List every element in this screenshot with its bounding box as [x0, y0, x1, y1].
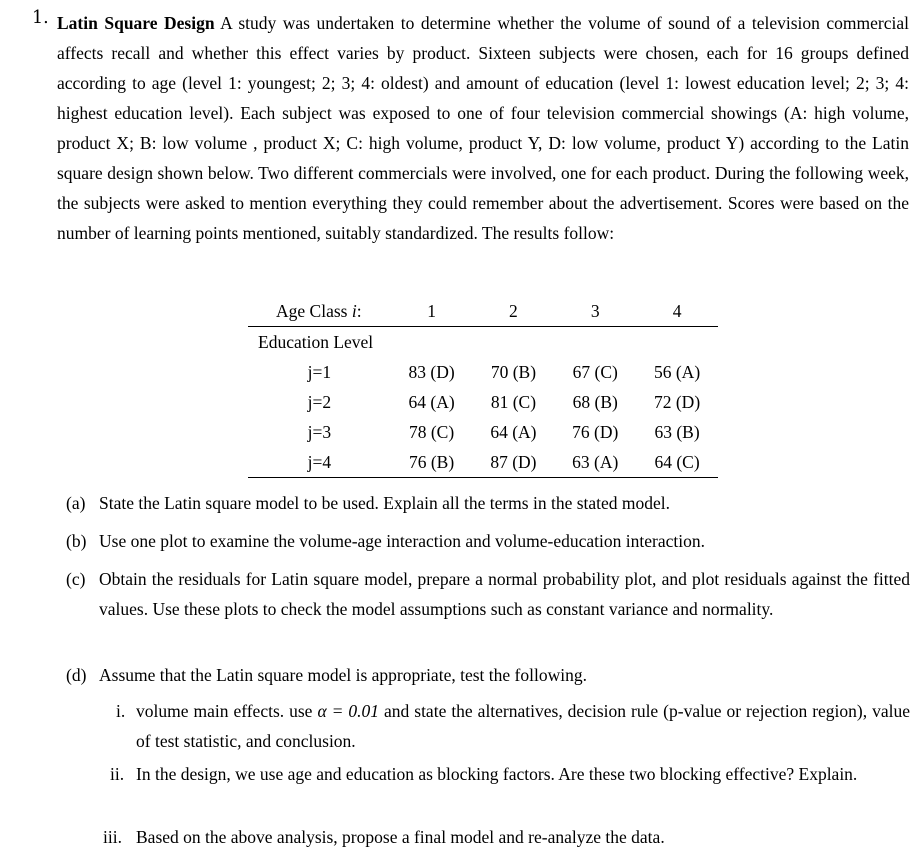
row-label: j=2 [307, 391, 332, 412]
table-cell: 56 (A) [653, 361, 701, 382]
age-class-label-text: Age Class i: [276, 300, 362, 321]
table-cell: 76 (B) [391, 447, 473, 478]
table-cell: 81 (C) [490, 391, 537, 412]
problem-number: 1. [32, 8, 49, 28]
question-a-text: State the Latin square model to be used. Explain all the terms in the stated model. [99, 493, 671, 513]
question-d-iii-label: iii. [103, 827, 122, 847]
table-cell: 72 (D) [653, 391, 701, 412]
table-row [248, 417, 718, 447]
latin-square-table [248, 296, 718, 478]
table-cell: 64 (A) [408, 391, 455, 412]
question-c-label: (c) [66, 569, 86, 589]
question-d-i-label: i. [116, 701, 126, 721]
table-cell: 63 (B) [654, 421, 700, 442]
question-d-iii-text: Based on the above analysis, propose a final model and re-analyze the data. [136, 827, 665, 847]
question-d-i-text [136, 696, 910, 756]
education-level-label: Education Level [258, 331, 374, 352]
table-cell: 64 (C) [636, 447, 718, 478]
table-row [248, 357, 718, 387]
table-row [248, 447, 718, 478]
question-d-i-text-before: volume main effects. use [136, 701, 318, 721]
age-col-4: 4 [636, 296, 718, 327]
table-cell: 83 (D) [408, 361, 455, 382]
question-c-text: Obtain the residuals for Latin square model, prepare a normal probability plot, and plot residuals against the fitted values. Use these plots to check the model assumptions such as constant variance and normality. [99, 569, 910, 619]
question-a [66, 488, 910, 518]
education-label-row [248, 327, 718, 358]
age-class-label [248, 296, 391, 327]
table-cell: 63 (A) [554, 447, 636, 478]
age-col-2: 2 [473, 296, 555, 327]
alpha-value: α = 0.01 [317, 701, 380, 721]
question-d-label: (d) [66, 665, 87, 685]
row-label: j=3 [307, 421, 332, 442]
table-cell: 78 (C) [408, 421, 455, 442]
problem-intro [57, 8, 909, 248]
question-a-label: (a) [66, 493, 86, 513]
table-cell: 67 (C) [572, 361, 618, 382]
question-d-i [110, 696, 910, 756]
age-col-1: 1 [391, 296, 473, 327]
question-d-ii-label: ii. [110, 764, 125, 784]
question-d-text: Assume that the Latin square model is appropriate, test the following. [99, 665, 587, 685]
question-c [66, 564, 910, 654]
table-row [248, 387, 718, 417]
table-cell: 64 (A) [490, 421, 537, 442]
row-label: j=4 [248, 447, 391, 478]
age-col-3: 3 [554, 296, 636, 327]
question-d-ii-text: In the design, we use age and education as blocking factors. Are these two blocking effective? Explain. [136, 764, 858, 784]
question-b-text: Use one plot to examine the volume-age interaction and volume-education interaction. [99, 531, 705, 551]
row-label: j=1 [307, 361, 332, 382]
question-d-ii [110, 759, 910, 819]
table-cell: 68 (B) [572, 391, 618, 412]
table-header-row [248, 296, 718, 327]
table-cell: 70 (B) [490, 361, 537, 382]
table-cell: 76 (D) [572, 421, 619, 442]
table-cell: 87 (D) [473, 447, 555, 478]
question-d-i-text-after: and state the alternatives, decision rule (p-value or rejection region), value of test statistic, and conclusion. [136, 701, 911, 751]
problem-intro-text: A study was undertaken to determine whether the volume of sound of a television commercial affects recall and whether this effect varies by product. Sixteen subjects were chosen, each for 16 groups defined according to age (level 1: youngest; 2; 3; 4: oldest) and amount of education (level 1: lowest education level; 2; 3; 4: highest education level). Each subject was exposed to one of four television commercial showings (A: high volume, product X; B: low volume , product X; C: high volume, product Y, D: low volume, product Y) according to the Latin square design shown below. Two different commercials were involved, one for each product. During the following week, the subjects were asked to mention everything they could remember about the advertisement. Scores were based on the number of learning points mentioned, suitably standardized. The results follow: [57, 13, 909, 243]
problem-title: Latin Square Design [57, 13, 215, 33]
question-d-iii [103, 822, 910, 852]
question-d [66, 660, 910, 690]
question-b-label: (b) [66, 531, 87, 551]
question-b [66, 526, 910, 556]
